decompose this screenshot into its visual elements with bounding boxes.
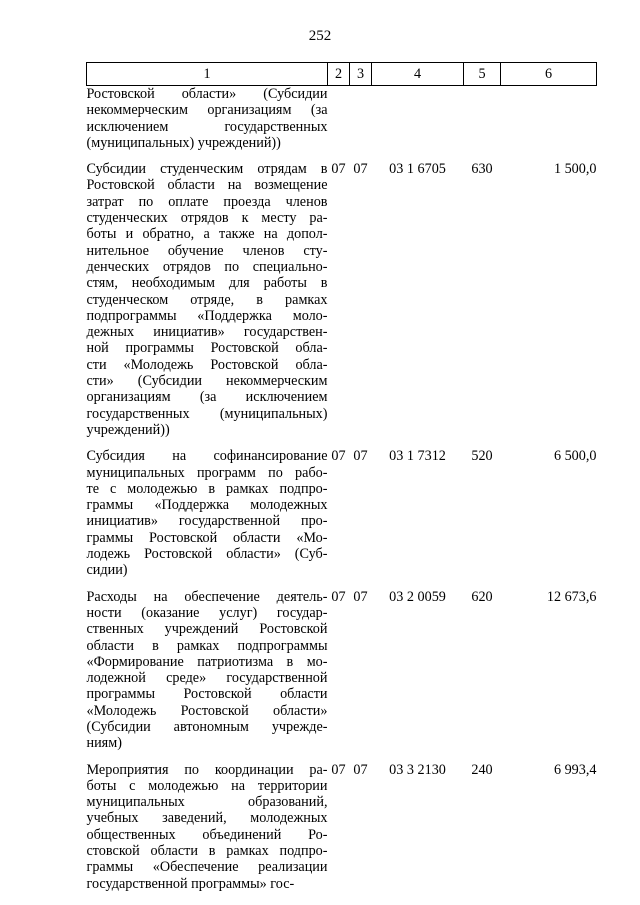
row-vr-code: 630 [471,161,493,178]
row-description [87,161,328,438]
description-line: денческих отрядов по специально- [86,258,328,275]
row-amount: 12 673,6 [546,588,597,605]
description-line: некоммерческим организациям (за [86,102,328,119]
description-line: исключением государственных [86,118,328,135]
description-line: организациям (за исключением [86,389,328,406]
description-line: подпрограммы «Поддержка моло- [86,307,328,324]
description-line: Субсидия на софинансирование [86,448,328,465]
row-csr-code: 03 3 2130 [389,761,446,778]
row-description [87,448,328,578]
row-razdel: 07 [331,761,346,778]
description-line: учебных заведений, молодежных [86,810,328,827]
row-podrazdel [350,86,372,152]
row-spacer [87,438,597,448]
description-line: граммы Ростовской области «Мо- [86,529,328,546]
row-podrazdel: 07 [353,161,368,178]
description-line: сидии) [86,562,128,579]
description-line: муниципальных образований, [86,794,328,811]
table-row [87,86,597,152]
description-line: лодежь Ростовской области» (Суб- [86,546,328,563]
description-line: Мероприятия по координации ра- [86,761,328,778]
header-col-vr: 5 [464,63,501,86]
description-line: сти «Молодежь Ростовской обла- [86,356,328,373]
row-description [87,86,328,152]
budget-table [86,62,597,892]
row-vr-code: 620 [471,588,493,605]
description-line: (Субсидии автономным учрежде- [86,718,328,735]
description-line: области в рамках подпрограммы [86,637,328,654]
row-csr-code: 03 1 7312 [389,448,446,465]
row-vr-code [464,86,501,152]
description-line: (муниципальных) учреждений)) [86,134,281,151]
description-line: студенческих отрядов к месту ра- [86,210,328,227]
row-razdel: 07 [331,588,346,605]
description-line: боты и обратно, а также на допол- [86,226,328,243]
header-col-podrazdel: 3 [350,63,372,86]
header-col-csr: 4 [372,63,464,86]
description-line: «Молодежь Ростовской области» [86,702,328,719]
row-description [87,589,328,752]
description-line: инициатив» государственной про- [86,513,328,530]
description-line: ной программы Ростовской обла- [86,340,328,357]
row-razdel: 07 [331,448,346,465]
row-podrazdel: 07 [353,761,368,778]
description-line: боты с молодежью на территории [86,777,328,794]
description-line: учреждений)) [86,421,170,438]
description-line: Ростовской области на возмещение [86,177,328,194]
description-line: государственных (муниципальных) [86,405,328,422]
row-amount [501,86,597,152]
description-line: муниципальных программ по рабо- [86,464,328,481]
row-amount: 1 500,0 [553,161,597,178]
description-line: стям, необходимым для работы в [86,275,328,292]
header-col-razdel: 2 [328,63,350,86]
description-line: общественных объединений Ро- [86,826,328,843]
table-row [87,161,597,438]
table-row [87,589,597,752]
row-vr-code: 240 [471,761,493,778]
description-line: лодежной среде» государственной [86,670,328,687]
description-line: стовской области в рамках подпро- [86,843,328,860]
page-number: 252 [308,28,332,44]
header-col-name: 1 [87,63,328,86]
description-line: граммы «Обеспечение реализации [86,859,328,876]
row-spacer [87,579,597,589]
description-line: затрат по оплате проезда членов [86,193,328,210]
description-line: «Формирование патриотизма в мо- [86,653,328,670]
row-amount: 6 993,4 [553,761,597,778]
header-col-amount: 6 [501,63,597,86]
row-podrazdel: 07 [353,448,368,465]
description-line: нительное обучение членов сту- [86,242,328,259]
description-line: дежных инициатив» государствен- [86,324,328,341]
description-line: Субсидии студенческим отрядам в [86,161,328,178]
row-razdel: 07 [331,161,346,178]
row-csr-code: 03 2 0059 [389,588,446,605]
table-body [87,86,597,892]
row-podrazdel: 07 [353,588,368,605]
description-line: государственной программы» гос- [86,875,295,892]
description-line: ниям) [86,735,122,752]
row-razdel [328,86,350,152]
description-line: ности (оказание услуг) государ- [86,604,328,621]
description-line: студенческом отряде, в рамках [86,291,328,308]
table-row [87,762,597,892]
row-vr-code: 520 [471,448,493,465]
description-line: программы Ростовской области [86,686,328,703]
row-spacer [87,752,597,762]
description-line: ственных учреждений Ростовской [86,621,328,638]
description-line: сти» (Субсидии некоммерческим [86,373,328,390]
table-row [87,448,597,578]
description-line: Ростовской области» (Субсидии [86,86,328,102]
description-line: Расходы на обеспечение деятель- [86,588,328,605]
row-amount: 6 500,0 [553,448,597,465]
row-csr-code: 03 1 6705 [389,161,446,178]
header-row [87,63,597,86]
row-description [87,762,328,892]
row-csr-code [372,86,464,152]
description-line: граммы «Поддержка молодежных [86,497,328,514]
description-line: те с молодежью в рамках подпро- [86,480,328,497]
row-spacer [87,151,597,161]
